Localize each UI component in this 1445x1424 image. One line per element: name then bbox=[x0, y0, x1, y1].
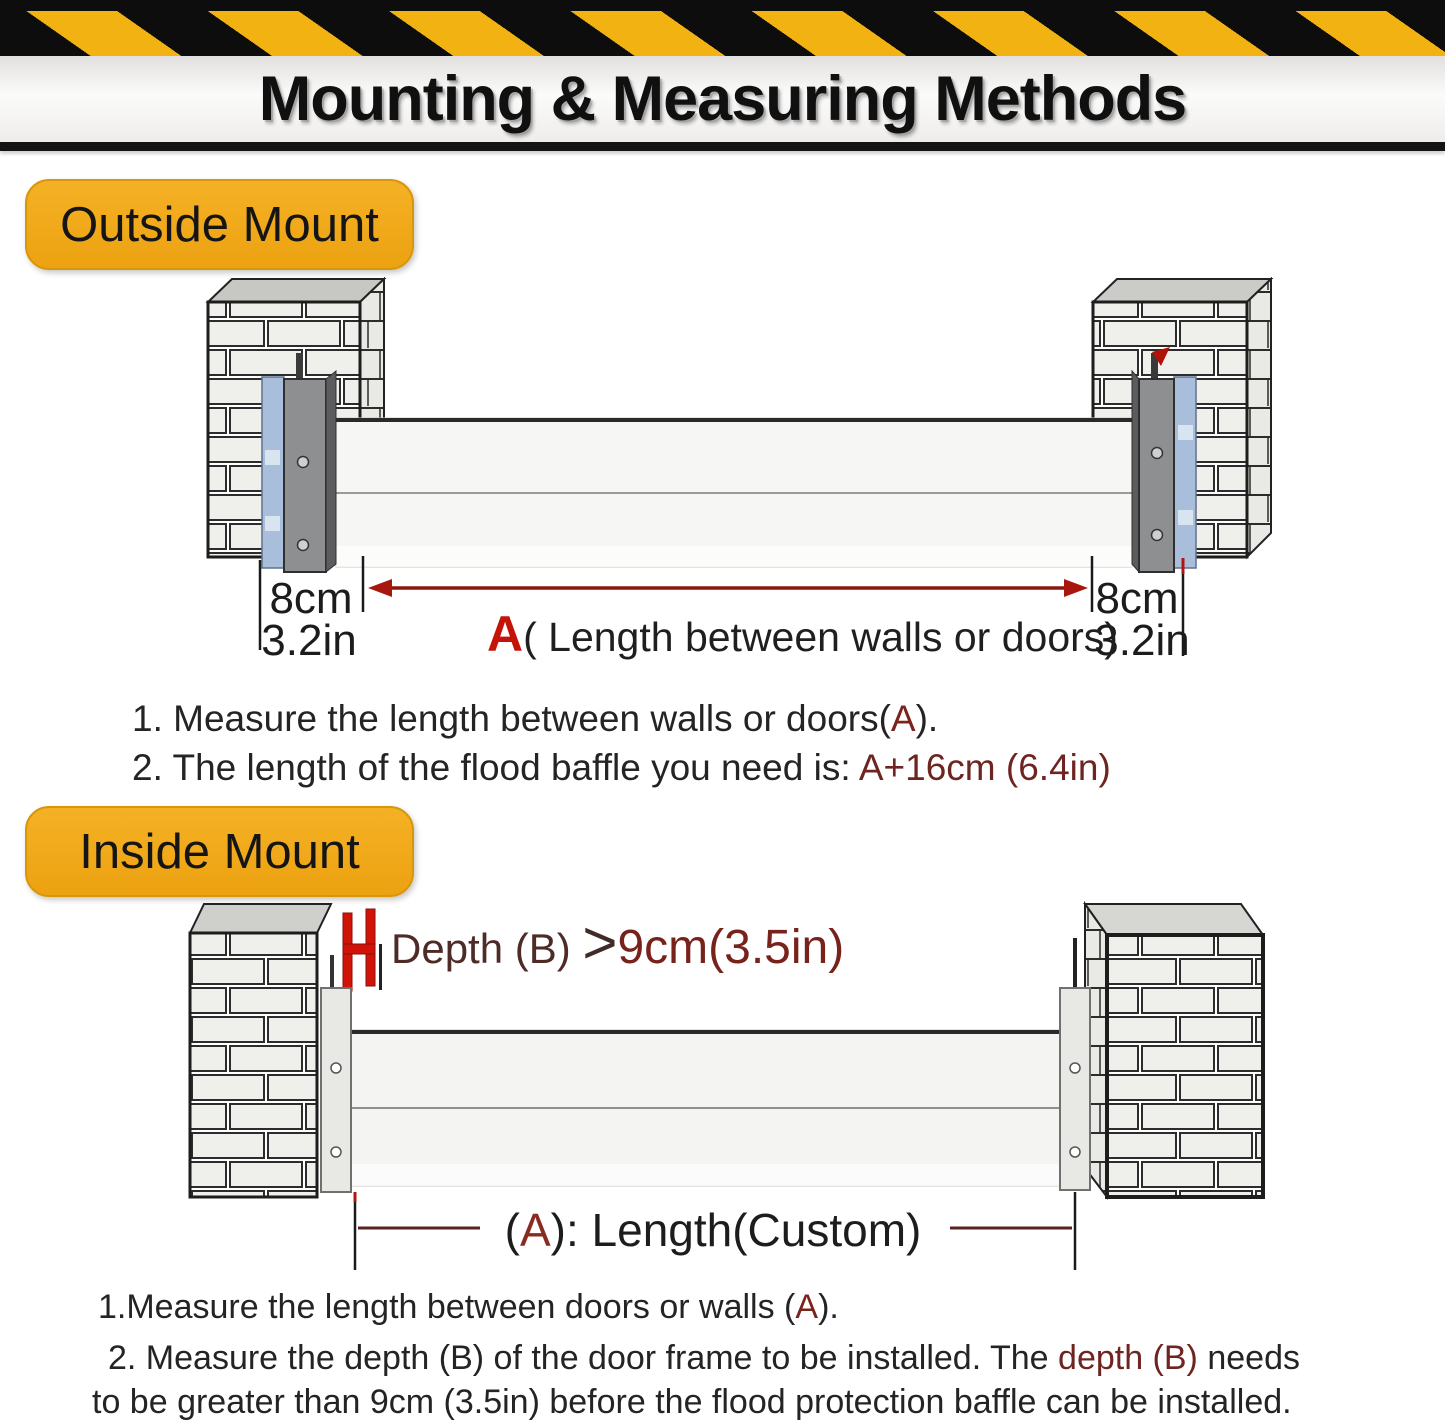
right-brick-pillar bbox=[1085, 904, 1263, 1197]
left-offset-in: 3.2in bbox=[261, 616, 357, 665]
highlight-length-formula: A+16cm (6.4in) bbox=[858, 747, 1111, 788]
page-title: Mounting & Measuring Methods bbox=[258, 64, 1187, 134]
outside-mount-instructions bbox=[132, 694, 1111, 792]
right-offset-in: 3.2in bbox=[1094, 616, 1190, 665]
inside-mount-diagram bbox=[0, 895, 1445, 1280]
left-brick-pillar bbox=[190, 904, 331, 1197]
highlight-depth-B: depth (B) bbox=[1058, 1339, 1198, 1377]
outside-mount-label: Outside Mount bbox=[25, 179, 414, 270]
hazard-stripe-band bbox=[0, 11, 1445, 56]
mounting-rail-right bbox=[1174, 377, 1196, 568]
inside-mount-instruction-1: 1.Measure the length between doors or walls (A). bbox=[98, 1288, 839, 1326]
span-label: A( Length between walls or doors) bbox=[487, 606, 1118, 662]
mounting-channel-left bbox=[284, 353, 336, 572]
highlight-A: A bbox=[890, 698, 916, 739]
highlight-A: A bbox=[795, 1288, 819, 1326]
mounting-channel-left bbox=[321, 955, 351, 1192]
outside-instruction-2: 2. The length of the flood baffle you need is: A+16cm (6.4in) bbox=[132, 747, 1111, 788]
flood-barrier bbox=[351, 1030, 1060, 1186]
left-offset-cm: 8cm bbox=[269, 574, 353, 623]
inside-mount-instruction-2: 2. Measure the depth (B) of the door frame to be installed. The depth (B) needs to be greater than 9cm (3.5in) before the flood protection baffle can be installed. bbox=[92, 1339, 1300, 1421]
depth-marker bbox=[343, 909, 382, 991]
flood-barrier bbox=[336, 418, 1132, 567]
banner-underline bbox=[0, 142, 1445, 151]
outside-instruction-1: 1. Measure the length between walls or doors(A). bbox=[132, 698, 939, 739]
span-arrow bbox=[368, 579, 1088, 597]
inside-mount-label: Inside Mount bbox=[25, 806, 414, 897]
right-offset-cm: 8cm bbox=[1095, 574, 1179, 623]
outside-mount-diagram bbox=[0, 268, 1445, 680]
title-banner bbox=[0, 56, 1445, 142]
depth-note: Depth (B) >9cm(3.5in) bbox=[391, 909, 845, 976]
mounting-rail-left bbox=[262, 377, 284, 568]
length-label: (A): Length(Custom) bbox=[504, 1204, 922, 1256]
mounting-channel-right bbox=[1132, 347, 1174, 572]
